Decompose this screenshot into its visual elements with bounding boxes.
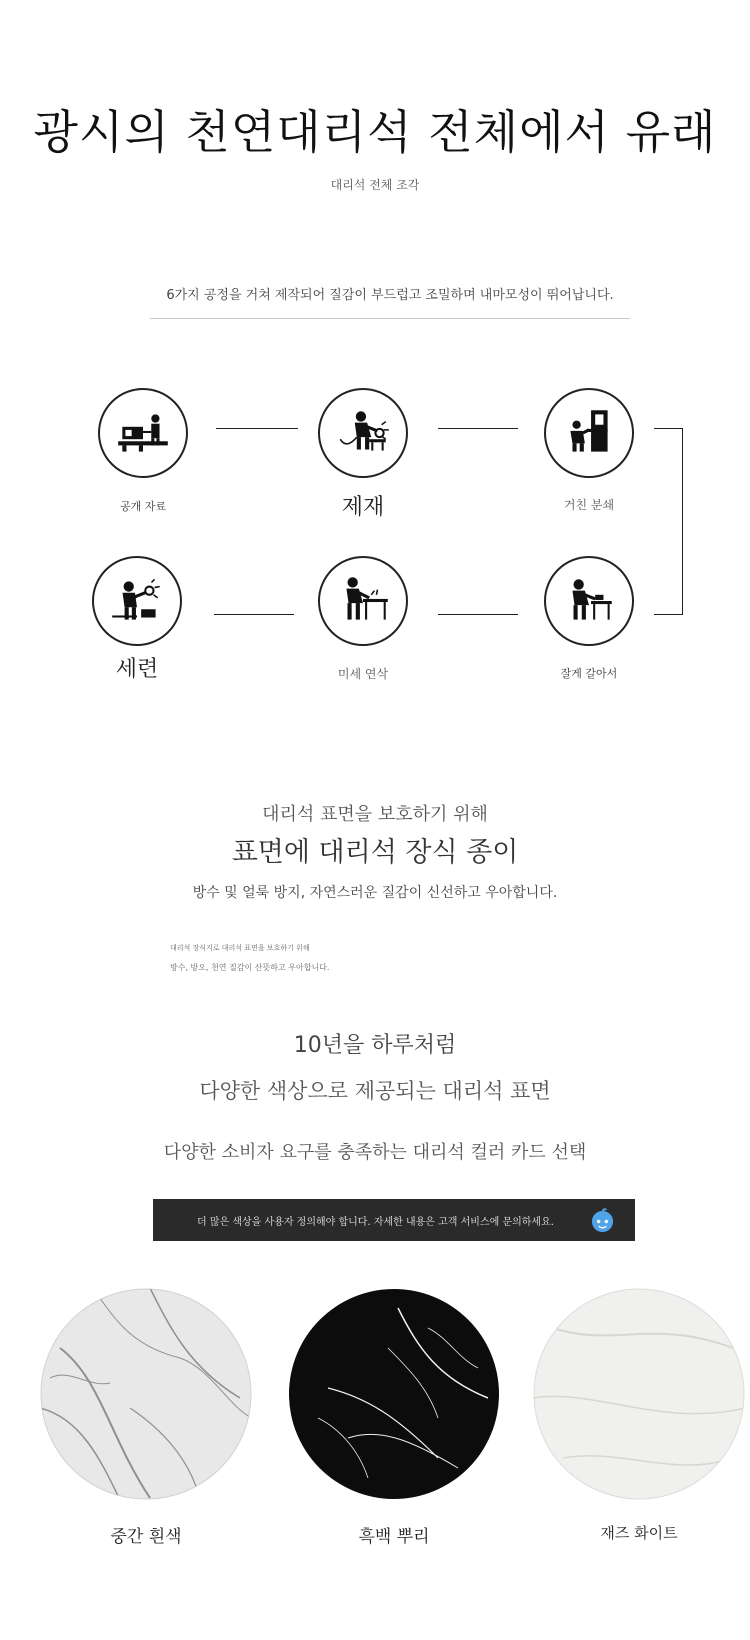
swatch-jazz-white[interactable] [533, 1288, 745, 1500]
step-label-open-material: 공개 자료 [119, 500, 166, 513]
divider [150, 318, 630, 319]
connector-line [216, 428, 298, 429]
slogan: 10년을 하루처럼 [293, 1033, 457, 1058]
connector-line [438, 428, 518, 429]
color-description: 다양한 소비자 요구를 충족하는 대리석 컬러 카드 선택 [163, 1142, 587, 1163]
page-subtitle: 대리석 전체 조각 [330, 178, 420, 192]
step-label-refine: 세련 [115, 657, 159, 682]
swatch-label-black-white-root: 흑백 뿌리 [358, 1527, 430, 1547]
connector-line [438, 614, 518, 615]
machinist-icon [98, 388, 188, 478]
chat-bubble-icon[interactable] [590, 1208, 615, 1233]
connector-line [214, 614, 294, 615]
protection-heading: 표면에 대리석 장식 종이 [231, 837, 519, 868]
connector-line [654, 614, 682, 615]
swatch-middle-white[interactable] [40, 1288, 252, 1500]
swatch-label-jazz-white: 재즈 화이트 [600, 1524, 678, 1542]
connector-line [682, 428, 683, 615]
step-label-sawing: 제재 [341, 495, 385, 520]
connector-line [654, 428, 682, 429]
workbench-worker-icon [318, 556, 408, 646]
swatch-label-middle-white: 중간 흰색 [110, 1527, 182, 1547]
swatch-black-white-root[interactable] [288, 1288, 500, 1500]
polishing-worker-icon [92, 556, 182, 646]
protection-note-2: 방수, 방오, 천연 질감이 산뜻하고 우아합니다. [170, 963, 330, 972]
step-label-rough-crush: 거친 분쇄 [563, 498, 615, 512]
customer-service-banner[interactable] [153, 1199, 635, 1241]
welder-icon [318, 388, 408, 478]
band-saw-icon [544, 388, 634, 478]
protection-note-1: 대리석 장식지로 대리석 표면을 보호하기 위해 [170, 944, 310, 952]
protection-description: 방수 및 얼룩 방지, 자연스러운 질감이 신선하고 우아합니다. [192, 885, 558, 901]
grinder-icon [544, 556, 634, 646]
service-banner-text: 더 많은 색상을 사용자 정의해야 합니다. 자세한 내용은 고객 서비스에 문의하세요. [197, 1216, 554, 1228]
step-label-fine-grind: 잘게 갈아서 [560, 667, 618, 680]
process-description: 6가지 공정을 거쳐 제작되어 질감이 부드럽고 조밀하며 내마모성이 뛰어납니다. [166, 288, 614, 303]
step-label-fine-polish: 미세 연삭 [337, 667, 389, 681]
protection-subheading: 대리석 표면을 보호하기 위해 [262, 804, 488, 825]
page-title: 광시의 천연대리석 전체에서 유래 [33, 105, 717, 159]
color-heading: 다양한 색상으로 제공되는 대리석 표면 [199, 1079, 551, 1103]
